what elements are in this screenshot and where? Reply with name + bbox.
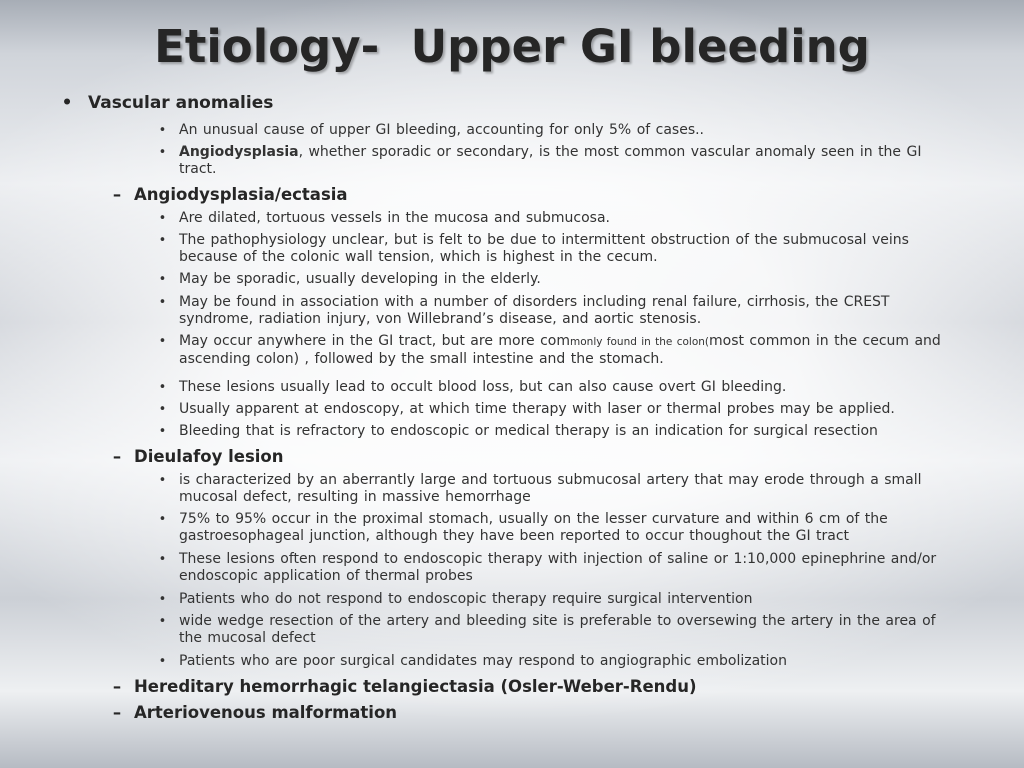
dash-marker: – xyxy=(112,185,122,204)
list-item xyxy=(146,472,951,506)
list-item-angiodysplasia xyxy=(100,185,348,205)
list-item xyxy=(146,232,951,266)
bullet-marker: • xyxy=(158,334,167,349)
heading-vascular-anomalies: Vascular anomalies xyxy=(88,93,274,113)
list-item-text: Are dilated, tortuous vessels in the mucosa and submucosa. xyxy=(179,210,610,226)
list-item-text xyxy=(179,333,951,368)
list-item-text: These lesions often respond to endoscopic therapy with injection of saline or 1:10,000 epinephrine and/or endoscopic application of thermal probes xyxy=(179,551,937,584)
bullet-marker: • xyxy=(158,295,167,310)
list-item-dieulafoy xyxy=(100,447,284,467)
list-item-vascular-anomalies xyxy=(46,93,273,113)
bullet-marker: • xyxy=(158,424,167,439)
list-item-text: May be sporadic, usually developing in the elderly. xyxy=(179,271,541,287)
list-item xyxy=(146,144,951,178)
list-item-text: An unusual cause of upper GI bleeding, accounting for only 5% of cases.. xyxy=(179,122,705,138)
dash-marker: – xyxy=(112,447,122,466)
list-item-text: May be found in association with a number of disorders including renal failure, cirrhosis, the CREST syndrome, radiation injury, von Willebrand’s disease, and aortic stenosis. xyxy=(179,294,890,327)
list-item xyxy=(146,379,951,396)
list-item-small-part: monly found in the colon( xyxy=(570,336,709,348)
dash-marker: – xyxy=(112,703,122,722)
bullet-marker: • xyxy=(158,552,167,567)
list-item-text: The pathophysiology unclear, but is felt to be due to intermittent obstruction of the submucosal veins because of the colonic wall tension, which is highest in the cecum. xyxy=(179,232,909,265)
list-item-text: Usually apparent at endoscopy, at which time therapy with laser or thermal probes may be applied. xyxy=(179,401,895,417)
list-item-text: 75% to 95% occur in the proximal stomach, usually on the lesser curvature and within 6 cm of the gastroesophageal junction, although they have been reported to occur thoughout the GI tract xyxy=(179,511,888,544)
term-angiodysplasia: Angiodysplasia xyxy=(179,144,299,160)
dash-marker: – xyxy=(112,677,122,696)
list-item-text xyxy=(179,144,951,178)
bullet-marker: • xyxy=(158,512,167,527)
list-item xyxy=(146,613,951,647)
list-item-text: These lesions usually lead to occult blood loss, but can also cause overt GI bleeding. xyxy=(179,379,787,395)
list-item xyxy=(146,401,951,418)
list-item xyxy=(146,210,951,227)
list-item-text: is characterized by an aberrantly large and tortuous submucosal artery that may erode through a small mucosal defect, resulting in massive hemorrhage xyxy=(179,472,922,505)
heading-dieulafoy-lesion: Dieulafoy lesion xyxy=(134,447,284,466)
list-item-part: May occur anywhere in the GI tract, but are more com xyxy=(179,333,571,349)
list-item xyxy=(146,333,951,368)
list-item xyxy=(146,294,951,328)
list-item-part: most common in the cecum and ascending colon) , followed by the small intestine and the stomach. xyxy=(179,333,941,367)
list-item-avm xyxy=(100,703,397,723)
list-item xyxy=(146,591,951,608)
slide-title: Etiology- Upper GI bleeding xyxy=(154,20,870,73)
list-item-rest: , whether sporadic or secondary, is the most common vascular anomaly seen in the GI tract. xyxy=(179,144,922,177)
bullet-marker: • xyxy=(158,145,167,160)
list-item-text: Bleeding that is refractory to endoscopic or medical therapy is an indication for surgical resection xyxy=(179,423,878,439)
list-item xyxy=(146,551,951,585)
list-item-text: wide wedge resection of the artery and bleeding site is preferable to oversewing the artery in the area of the mucosal defect xyxy=(179,613,936,646)
bullet-marker: • xyxy=(158,380,167,395)
bullet-marker: • xyxy=(158,614,167,629)
list-item xyxy=(146,271,951,288)
list-item-text: Patients who do not respond to endoscopic therapy require surgical intervention xyxy=(179,591,753,607)
heading-angiodysplasia-ectasia: Angiodysplasia/ectasia xyxy=(134,185,348,204)
list-item-hht xyxy=(100,677,697,697)
bullet-marker: • xyxy=(158,654,167,669)
bullet-marker: • xyxy=(158,123,167,138)
bullet-marker: • xyxy=(158,211,167,226)
bullet-marker: • xyxy=(158,402,167,417)
bullet-marker: • xyxy=(158,272,167,287)
list-item xyxy=(146,511,951,545)
heading-arteriovenous-malformation: Arteriovenous malformation xyxy=(134,703,398,722)
list-item xyxy=(146,423,951,440)
list-item-text: Patients who are poor surgical candidates may respond to angiographic embolization xyxy=(179,653,787,669)
list-item xyxy=(146,653,951,670)
bullet-marker: • xyxy=(61,93,73,113)
bullet-marker: • xyxy=(158,233,167,248)
list-item xyxy=(146,122,951,139)
heading-hereditary-hemorrhagic-telangiectasia: Hereditary hemorrhagic telangiectasia (Osler-Weber-Rendu) xyxy=(134,677,697,696)
bullet-marker: • xyxy=(158,592,167,607)
bullet-marker: • xyxy=(158,473,167,488)
